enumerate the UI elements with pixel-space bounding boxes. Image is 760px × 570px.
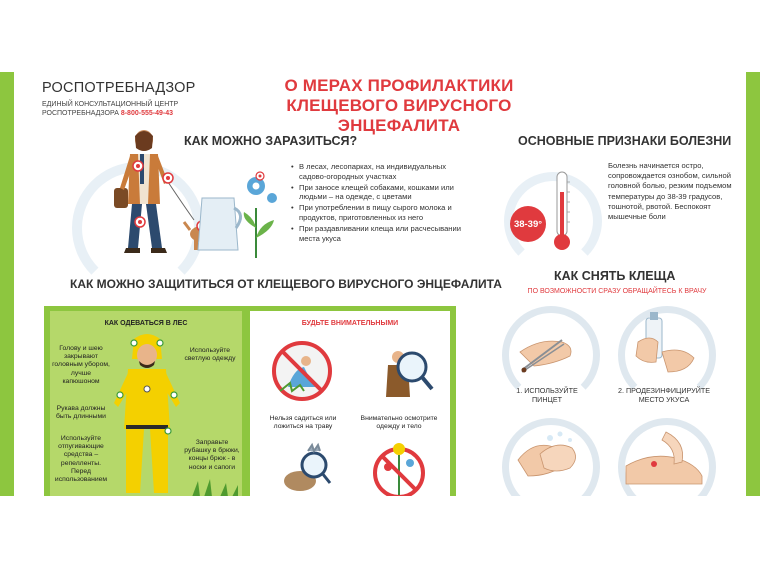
dress-head-label: Голову и шею закрывают головным убором, лучше капюшоном: [52, 345, 110, 385]
dress-light-label: Используйте светлую одежду: [184, 347, 236, 363]
infection-item-4: • При раздавливании клеща или расчесывании места укуса: [291, 224, 471, 243]
org-line2: [42, 109, 178, 118]
infection-item-3: • При употреблении в пищу сырого молока и продуктов, приготовленных из него: [291, 203, 471, 222]
cat-dog-magnifier-icon: [278, 439, 338, 495]
infection-item-2: • При заносе клещей собаками, кошками или людьми – на одежде, с цветами: [291, 183, 471, 202]
org-name: РОСПОТРЕБНАДЗОР: [42, 80, 196, 96]
org-center: ЕДИНЫЙ КОНСУЛЬТАЦИОННЫЙ ЦЕНТР: [42, 101, 179, 108]
attention-card-title: БУДЬТЕ ВНИМАТЕЛЬНЫМИ: [301, 320, 399, 327]
protect-panel: [44, 306, 456, 496]
tweezers-hand-icon: [510, 318, 586, 378]
no-sit-label: Нельзя садиться или ложиться на траву: [269, 415, 337, 431]
poster: [14, 72, 746, 496]
attention-card: [250, 311, 450, 496]
milk-and-flowers-illustration: [194, 168, 284, 258]
infection-heading: КАК МОЖНО ЗАРАЗИТЬСЯ?: [184, 134, 358, 148]
org-subtitle: [42, 100, 178, 118]
hotline-phone: 8-800-555-49-43: [120, 110, 173, 117]
protective-suit-illustration: [112, 333, 182, 496]
disinfect-spray-icon: [628, 312, 702, 378]
dress-tuck-label: Заправьте рубашку в брюки, концы брюк - в носки и сапоги: [184, 439, 240, 471]
dress-card: [50, 311, 242, 496]
no-sitting-sign-icon: [270, 339, 334, 403]
grass-icon: [190, 477, 240, 496]
right-green-strip: [746, 72, 760, 496]
remove-heading: КАК СНЯТЬ КЛЕЩА: [554, 269, 676, 283]
infection-item-1: • В лесах, лесопарках, на индивидуальных садово-огородных участках: [291, 162, 471, 181]
page-title: [254, 76, 544, 136]
no-flowers-sign-icon: [364, 439, 434, 495]
temperature-badge: 38-39°: [510, 206, 546, 242]
title-line-1: О МЕРАХ ПРОФИЛАКТИКИ: [284, 76, 514, 95]
infection-list: [291, 162, 471, 245]
dress-card-title: КАК ОДЕВАТЬСЯ В ЛЕС: [104, 320, 188, 327]
title-line-2: КЛЕЩЕВОГО ВИРУСНОГО ЭНЦЕФАЛИТА: [286, 96, 512, 135]
org-line2-text: РОСПОТРЕБНАДЗОРА: [42, 110, 119, 117]
bite-site-icon: [626, 422, 702, 484]
dress-sleeves-label: Рукава должны быть длинными: [56, 405, 106, 421]
left-green-strip: [0, 72, 14, 496]
protect-heading: КАК МОЖНО ЗАЩИТИТЬСЯ ОТ КЛЕЩЕВОГО ВИРУСНОГО ЭНЦЕФАЛИТА: [70, 277, 502, 291]
symptoms-heading: ОСНОВНЫЕ ПРИЗНАКИ БОЛЕЗНИ: [518, 134, 732, 148]
remove-subheading: ПО ВОЗМОЖНОСТИ СРАЗУ ОБРАЩАЙТЕСЬ К ВРАЧУ: [527, 288, 707, 295]
inspect-label: Внимательно осмотрите одежду и тело: [360, 415, 438, 431]
thermometer-icon: [552, 172, 572, 252]
magnifier-inspection-icon: [368, 337, 438, 407]
hand-washing-icon: [510, 424, 586, 484]
symptoms-text: Болезнь начинается остро, сопровождается ознобом, сильной головной болью, резким подъемом температуры до 38-39 градусов, тошнотой, рвотой. Беспокоят мышечные боли: [608, 161, 732, 222]
step1-label: 1. ИСПОЛЬЗУЙТЕ ПИНЦЕТ: [516, 386, 578, 404]
dress-repellent-label: Используйте отпугивающие средства – репелленты. Перед использованием: [54, 435, 108, 484]
step2-label: 2. ПРОДЕЗИНФИЦИРУЙТЕ МЕСТО УКУСА: [617, 386, 711, 404]
